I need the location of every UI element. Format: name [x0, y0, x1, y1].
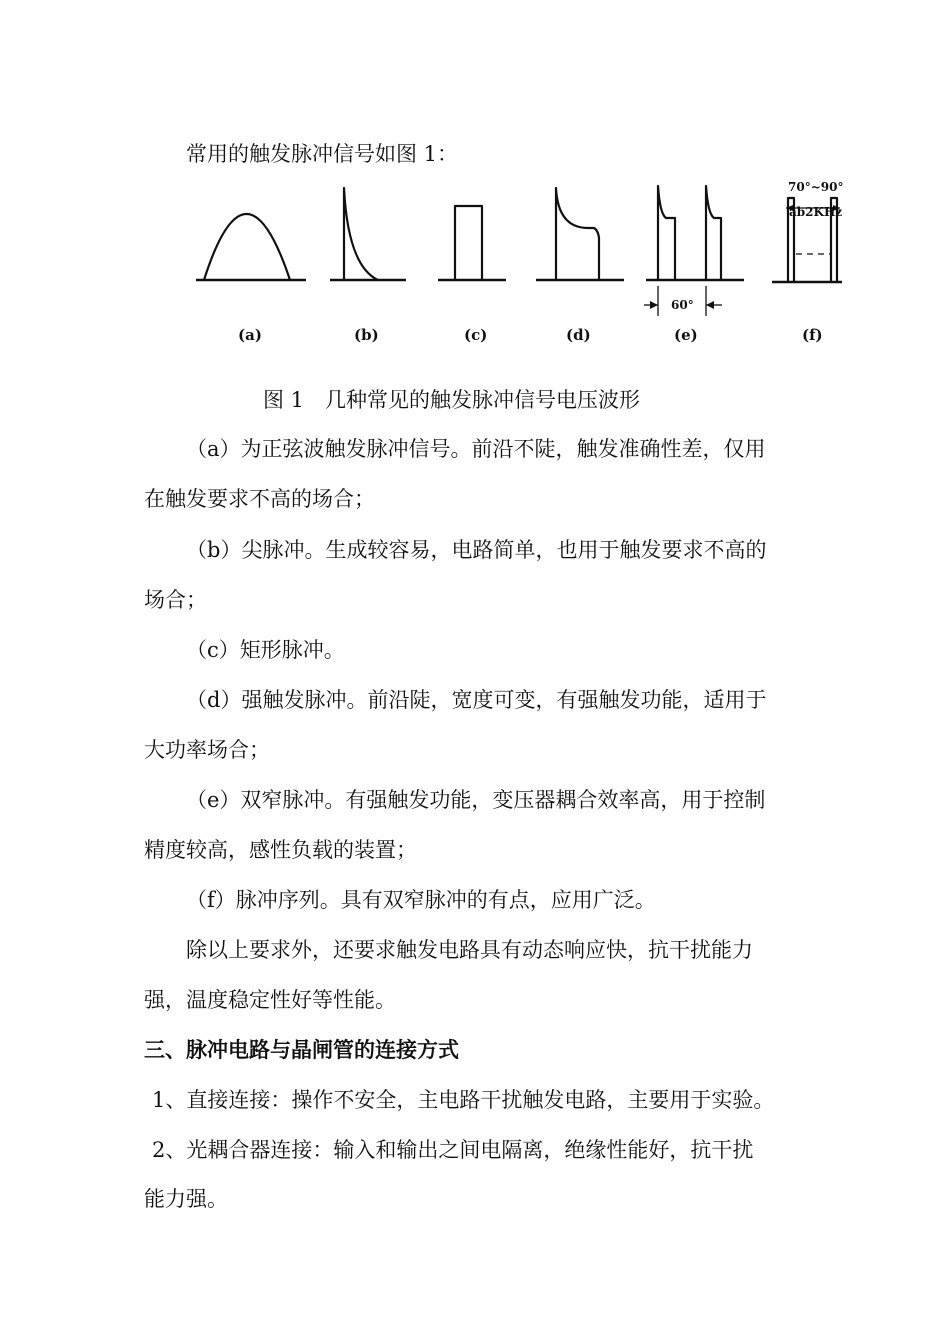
sublabel-c: (c)	[464, 326, 488, 344]
waveform-f-pulse-train	[772, 180, 843, 282]
paragraph-requirements-line2: 强，温度稳定性好等性能。	[144, 988, 396, 1012]
paragraph-b-line1: （b）尖脉冲。生成较容易，电路简单，也用于触发要求不高的	[186, 538, 767, 562]
angle-label-60: 60°	[671, 298, 694, 312]
sublabel-b: (b)	[354, 326, 379, 344]
paragraph-c: （c）矩形脉冲。	[186, 638, 345, 662]
list-item-optocoupler-line1: 2、光耦合器连接：输入和输出之间电隔离，绝缘性能好，抗干扰	[152, 1138, 754, 1162]
waveform-figure	[180, 178, 860, 358]
figure-caption: 图 1 几种常见的触发脉冲信号电压波形	[263, 388, 641, 412]
paragraph-b-line2: 场合；	[144, 588, 207, 612]
figure-intro-text: 常用的触发脉冲信号如图 1：	[186, 142, 459, 166]
waveform-a-sine-half	[196, 214, 306, 280]
paragraph-d-line2: 大功率场合；	[144, 738, 270, 762]
section-heading: 三、脉冲电路与晶闸管的连接方式	[144, 1037, 459, 1062]
sublabel-f: (f)	[802, 326, 823, 344]
paragraph-d-line1: （d）强触发脉冲。前沿陡，宽度可变，有强触发功能，适用于	[186, 688, 767, 712]
waveform-c-rectangle	[438, 206, 506, 280]
waveform-d-strong-trigger	[536, 188, 624, 280]
angle-range-label: 70°~90°	[788, 180, 844, 194]
paragraph-requirements-line1: 除以上要求外，还要求触发电路具有动态响应快，抗干扰能力	[186, 938, 753, 962]
paragraph-f: （f）脉冲序列。具有双窄脉冲的有点，应用广泛。	[186, 888, 656, 912]
list-item-direct-connection: 1、直接连接：操作不安全，主电路干扰触发电路，主要用于实验。	[152, 1088, 775, 1112]
paragraph-e-line2: 精度较高，感性负载的装置；	[144, 838, 417, 862]
sublabel-a: (a)	[238, 326, 262, 344]
waveform-e-double-narrow	[644, 186, 744, 316]
frequency-label: ab2KHz	[789, 205, 843, 219]
list-item-optocoupler-line2: 能力强。	[144, 1187, 228, 1211]
paragraph-a-line1: （a）为正弦波触发脉冲信号。前沿不陡，触发准确性差，仅用	[186, 437, 766, 461]
sublabel-d: (d)	[566, 326, 591, 344]
paragraph-e-line1: （e）双窄脉冲。有强触发功能，变压器耦合效率高，用于控制	[186, 788, 766, 812]
waveform-b-spike	[330, 188, 406, 280]
sublabel-e: (e)	[674, 326, 698, 344]
paragraph-a-line2: 在触发要求不高的场合；	[144, 487, 375, 511]
